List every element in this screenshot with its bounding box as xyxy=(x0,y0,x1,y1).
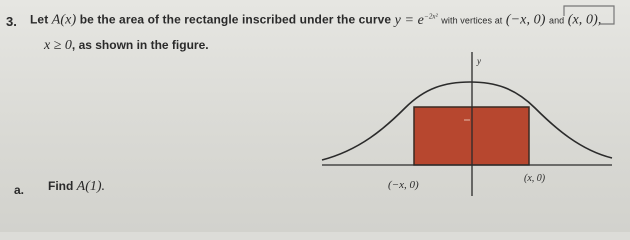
find-word: Find xyxy=(48,179,74,193)
domain-condition: x ≥ 0 xyxy=(44,38,72,53)
left-vertex-label: (−x, 0) xyxy=(388,179,419,191)
y-axis-label: y xyxy=(477,56,481,66)
curve-exponent: −2x² xyxy=(424,12,438,20)
vertex-left: (−x, 0) xyxy=(505,12,546,28)
part-a-letter: a. xyxy=(14,183,25,197)
area-function: A(x) xyxy=(51,12,77,28)
let-word: Let xyxy=(30,12,49,27)
question-number: 3. xyxy=(6,14,17,29)
vertex-right: (x, 0), xyxy=(567,12,602,28)
part-a-expression: A(1). xyxy=(76,179,106,194)
right-vertex-label: (x, 0) xyxy=(524,173,546,184)
and-word: and xyxy=(548,15,565,26)
vertices-text: with vertices at xyxy=(441,15,503,26)
statement-mid: be the area of the rectangle inscribed under the curve xyxy=(79,12,392,27)
curve-equation: $y = e^{-2x^2}$ xyxy=(394,12,438,28)
condition-tail: , as shown in the figure. xyxy=(71,38,209,52)
